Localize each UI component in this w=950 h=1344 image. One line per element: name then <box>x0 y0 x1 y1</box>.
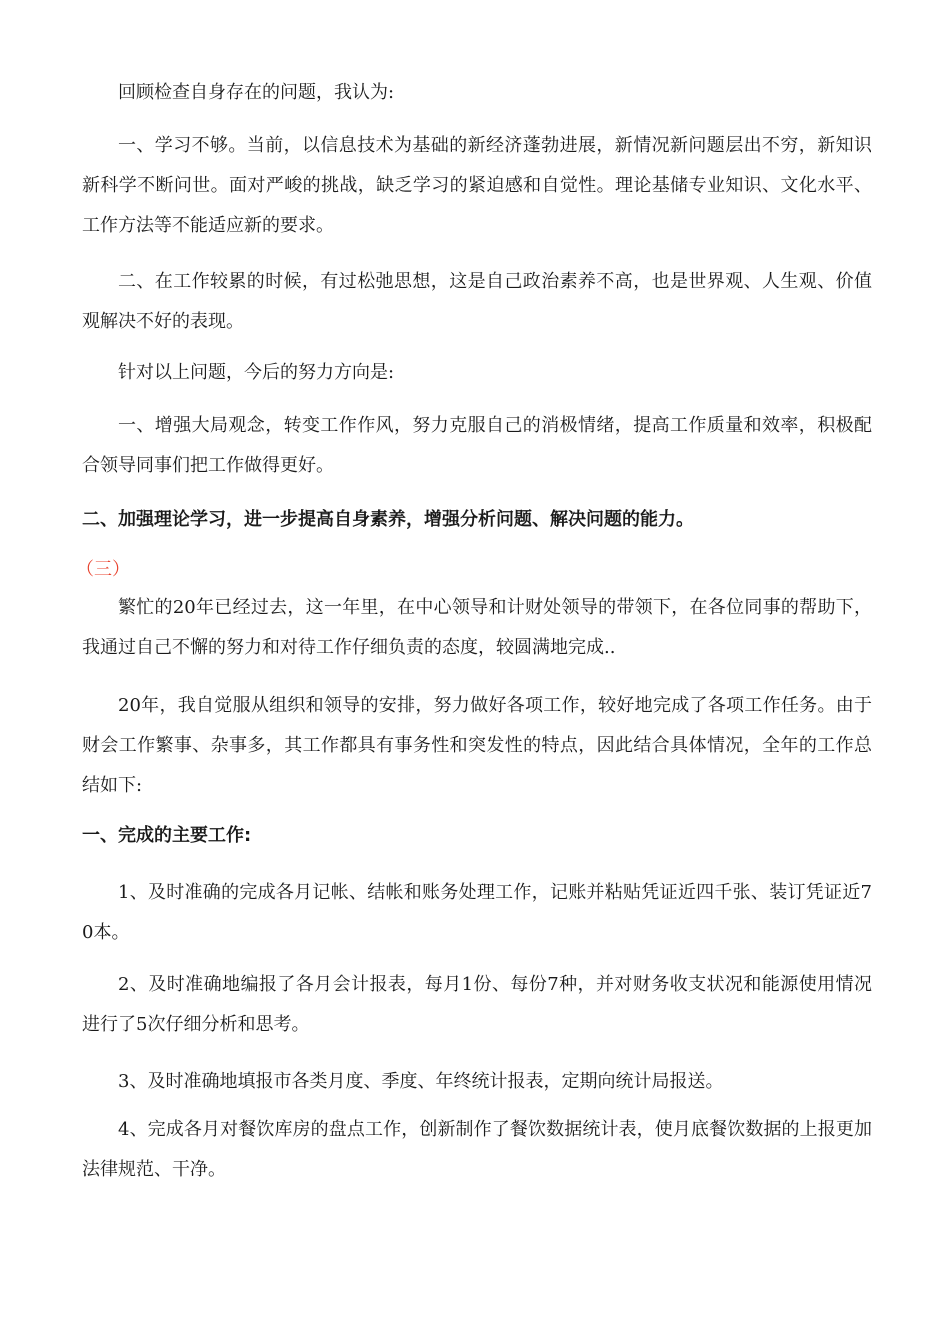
problem-two-paragraph: 二、在工作较累的时候，有过松弛思想，这是自己政治素养不高，也是世界观、人生观、价值观解决不好的表现。 <box>82 271 872 332</box>
direction-intro-paragraph: 针对以上问题，今后的努力方向是: <box>118 362 395 383</box>
direction-two-heading: 二、加强理论学习，进一步提高自身素养，增强分析问题、解决问题的能力。 <box>82 509 694 530</box>
direction-one-paragraph: 一、增强大局观念，转变工作作风，努力克服自己的消极情绪，提高工作质量和效率，积极配合领导同事们把工作做得更好。 <box>82 415 872 476</box>
work-item-1: 1、及时准确的完成各月记帐、结帐和账务处理工作，记账并粘贴凭证近四千张、装订凭证近70本。 <box>82 882 872 943</box>
section-three-label: （三） <box>76 559 130 580</box>
problem-one-paragraph: 一、学习不够。当前，以信息技术为基础的新经济蓬勃进展，新情况新问题层出不穷，新知识新科学不断问世。面对严峻的挑战，缺乏学习的紧迫感和自觉性。理论基储专业知识、文化水平、工作方法等不能适应新的要求。 <box>82 135 872 236</box>
intro-paragraph: 回顾检查自身存在的问题，我认为: <box>118 82 395 103</box>
year-review-paragraph: 繁忙的20年已经过去，这一年里，在中心领导和计财处领导的带领下，在各位同事的帮助下，我通过自己不懈的努力和对待工作仔细负责的态度，较圆满地完成.. <box>82 597 872 658</box>
work-item-3: 3、及时准确地填报市各类月度、季度、年终统计报表，定期向统计局报送。 <box>118 1071 724 1092</box>
work-item-4: 4、完成各月对餐饮库房的盘点工作，创新制作了餐饮数据统计表，使月底餐饮数据的上报更加法律规范、干净。 <box>82 1119 872 1180</box>
main-work-heading: 一、完成的主要工作: <box>82 825 252 846</box>
work-summary-paragraph: 20年，我自觉服从组织和领导的安排，努力做好各项工作，较好地完成了各项工作任务。由于财会工作繁事、杂事多，其工作都具有事务性和突发性的特点，因此结合具体情况，全年的工作总结如下: <box>82 695 872 796</box>
work-item-2: 2、及时准确地编报了各月会计报表，每月1份、每份7种，并对财务收支状况和能源使用情况进行了5次仔细分析和思考。 <box>82 974 872 1035</box>
